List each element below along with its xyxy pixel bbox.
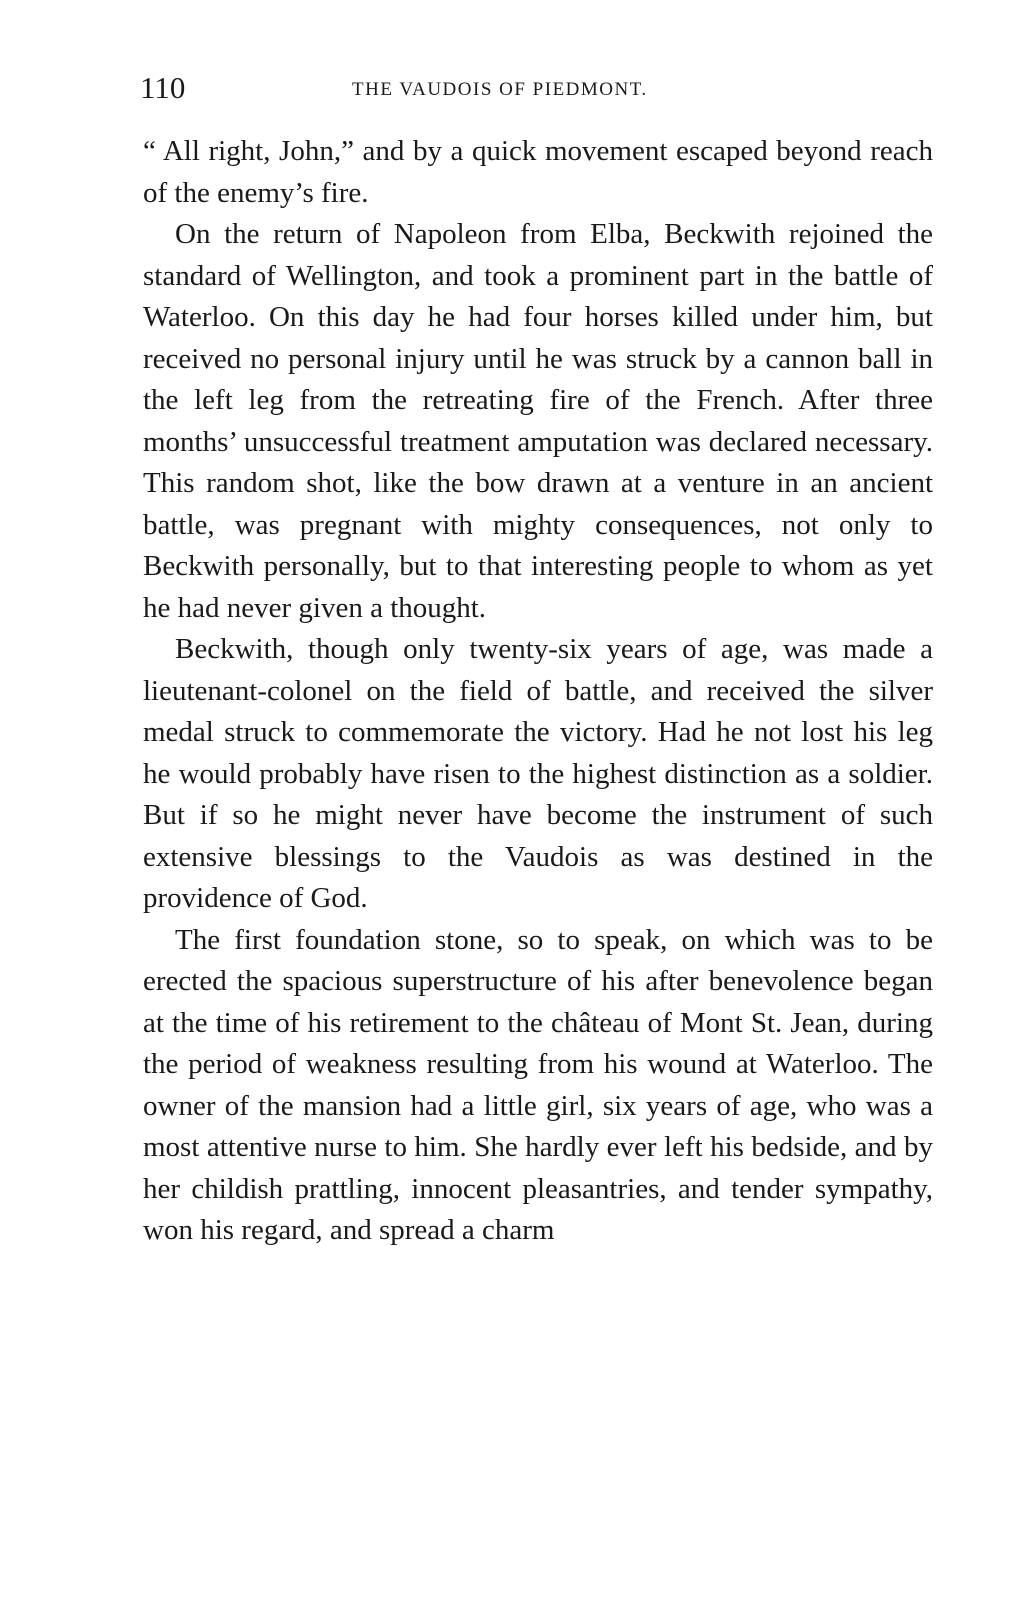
page-number: 110 — [140, 70, 186, 105]
paragraph-foundation-stone: The first foundation stone, so to speak, on which was to be erected the spacious superstructure of his after benevolence began at the time of his retirement to the château of Mont St. Jean, during the period of weakness resulting from his wound at Waterloo. The owner of the mansion had a little girl, six years of age, who was a most attentive nurse to him. She hardly ever left his bedside, and by her childish prattling, innocent pleasantries, and tender sympathy, won his regard, and spread a charm — [143, 923, 933, 1246]
paragraph-napoleon-return: On the return of Napoleon from Elba, Beckwith rejoined the standard of Wellington, and took a prominent part in the battle of Waterloo. On this day he had four horses killed under him, but received no personal injury until he was struck by a cannon ball in the left leg from the retreating fire of the French. After three months’ unsuccessful treatment amputation was declared necessary. This random shot, like the bow drawn at a venture in an ancient battle, was pregnant with mighty consequences, not only to Beckwith personally, but to that interesting people to whom as yet he had never given a thought. — [143, 218, 933, 624]
running-title: THE VAUDOIS OF PIEDMONT. — [352, 79, 648, 100]
running-head — [140, 68, 930, 108]
paragraph-lieutenant-colonel: Beckwith, though only twenty-six years of age, was made a lieutenant-colonel on the field of battle, and received the silver medal struck to commemorate the victory. Had he not lost his leg he would probably have risen to the highest distinction as a soldier. But if so he might never have become the instrument of such extensive blessings to the Vaudois as was destined in the providence of God. — [143, 633, 933, 914]
body-text — [143, 131, 933, 1252]
paragraph-continuation: “ All right, John,” and by a quick movement escaped beyond reach of the enemy’s fire. — [143, 135, 933, 209]
